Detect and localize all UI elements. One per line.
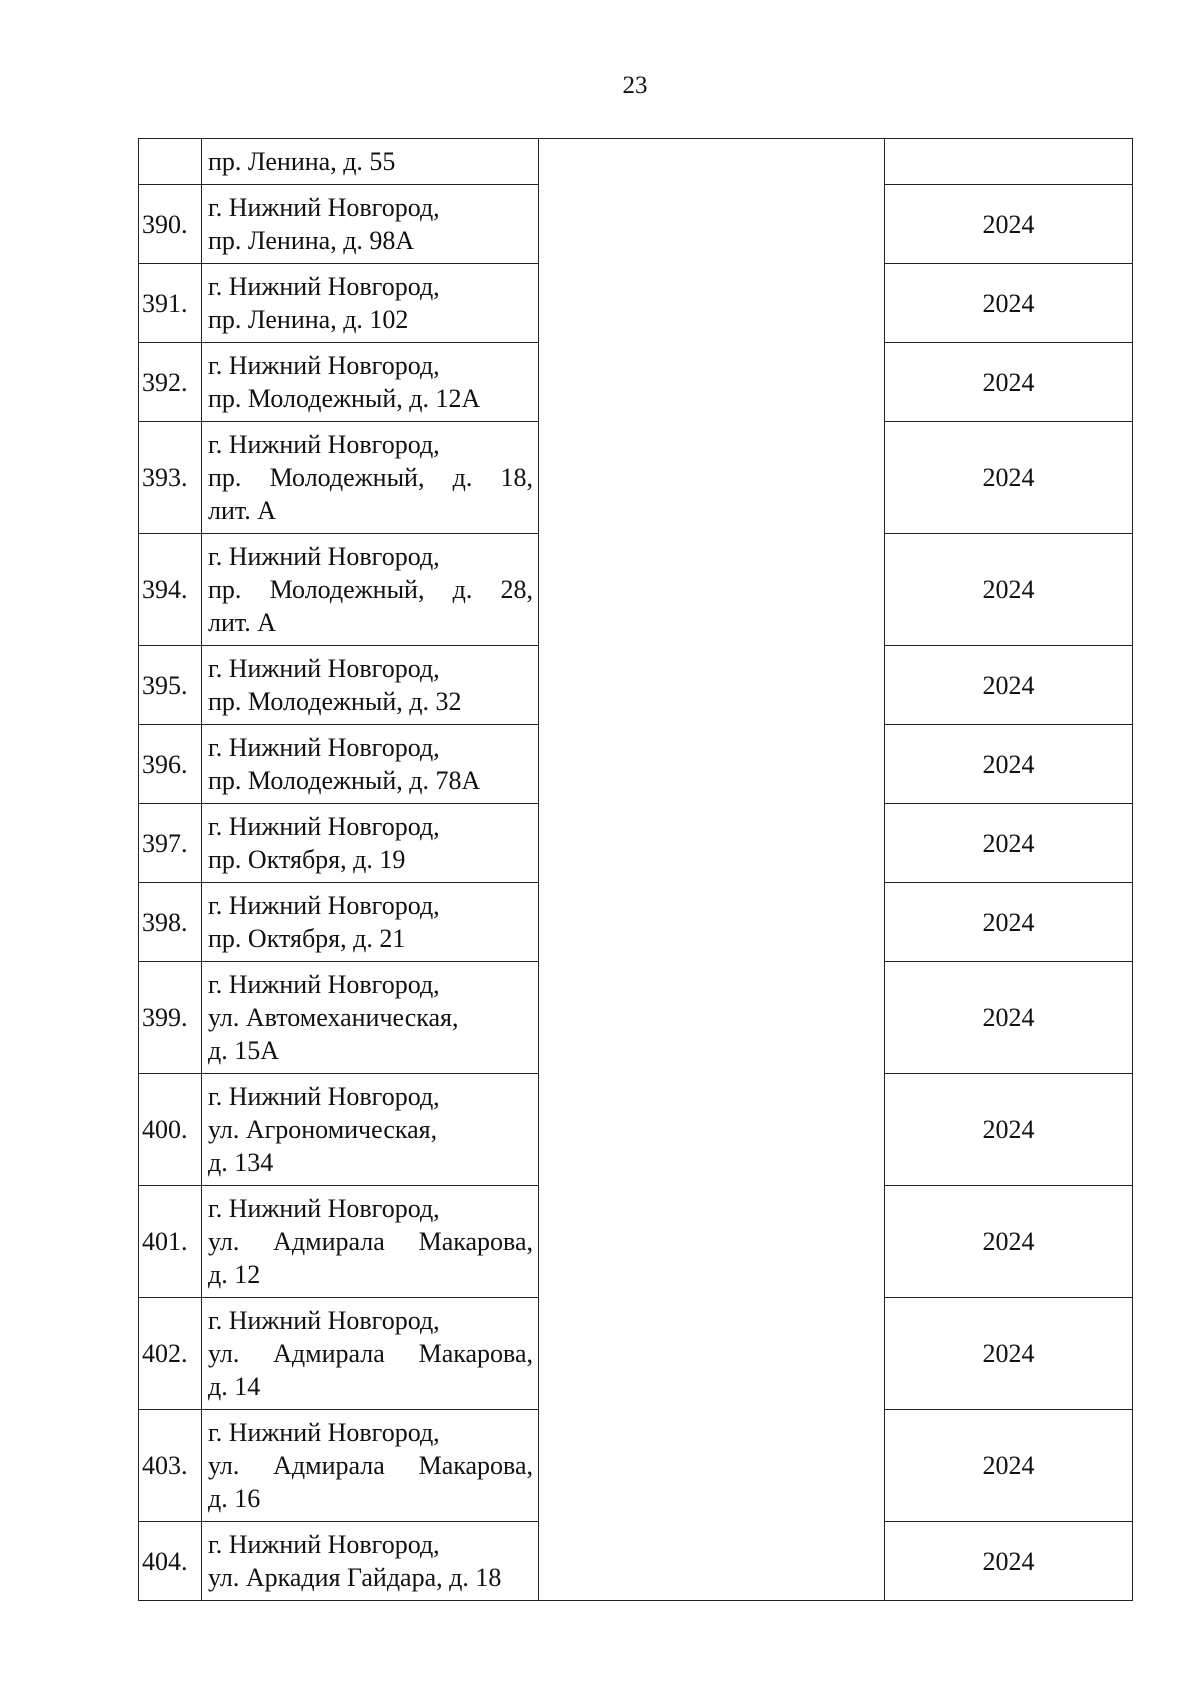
address-line: ул. Автомеханическая,	[208, 1003, 459, 1032]
address-line: ул. Аркадия Гайдара, д. 18	[208, 1563, 502, 1592]
address-line: лит. А	[208, 496, 277, 525]
year-cell: 2024	[885, 962, 1133, 1074]
row-number-cell: 398.	[139, 883, 202, 962]
address-line: д. 16	[208, 1484, 261, 1513]
address-table-body	[139, 139, 1133, 1601]
address-cell	[202, 422, 539, 534]
year-cell: 2024	[885, 422, 1133, 534]
row-number-cell: 397.	[139, 804, 202, 883]
year-cell: 2024	[885, 804, 1133, 883]
address-line: г. Нижний Новгород,	[208, 351, 440, 380]
row-number-cell: 396.	[139, 725, 202, 804]
year-cell: 2024	[885, 646, 1133, 725]
year-cell: 2024	[885, 1186, 1133, 1298]
address-line: пр. Молодежный, д. 12А	[208, 384, 481, 413]
year-cell: 2024	[885, 343, 1133, 422]
address-line: пр. Октября, д. 19	[208, 845, 406, 874]
address-line: г. Нижний Новгород,	[208, 1306, 440, 1335]
row-number-cell: 390.	[139, 185, 202, 264]
year-cell: 2024	[885, 1074, 1133, 1186]
row-number-cell: 400.	[139, 1074, 202, 1186]
address-cell	[202, 1410, 539, 1522]
address-cell	[202, 1298, 539, 1410]
address-cell	[202, 139, 539, 185]
address-table	[138, 138, 1133, 1601]
address-cell	[202, 1522, 539, 1601]
year-cell: 2024	[885, 185, 1133, 264]
address-cell	[202, 1186, 539, 1298]
row-number-cell: 394.	[139, 534, 202, 646]
row-number-cell: 403.	[139, 1410, 202, 1522]
address-line: г. Нижний Новгород,	[208, 891, 440, 920]
address-line: пр. Октября, д. 21	[208, 924, 406, 953]
address-line: пр. Молодежный, д. 78А	[208, 766, 481, 795]
address-cell	[202, 185, 539, 264]
address-line: г. Нижний Новгород,	[208, 1418, 440, 1447]
address-line: г. Нижний Новгород,	[208, 542, 440, 571]
address-line: д. 12	[208, 1260, 261, 1289]
year-cell: 2024	[885, 883, 1133, 962]
address-line: д. 14	[208, 1372, 261, 1401]
address-line: г. Нижний Новгород,	[208, 654, 440, 683]
year-cell: 2024	[885, 1410, 1133, 1522]
row-number-cell: 395.	[139, 646, 202, 725]
address-line: д. 15А	[208, 1036, 280, 1065]
address-cell	[202, 264, 539, 343]
address-line: г. Нижний Новгород,	[208, 272, 440, 301]
address-line: д. 134	[208, 1148, 274, 1177]
row-number-cell: 404.	[139, 1522, 202, 1601]
address-line: г. Нижний Новгород,	[208, 430, 440, 459]
address-line: г. Нижний Новгород,	[208, 733, 440, 762]
address-line: г. Нижний Новгород,	[208, 970, 440, 999]
row-number-cell: 393.	[139, 422, 202, 534]
row-number-cell: 402.	[139, 1298, 202, 1410]
address-cell	[202, 343, 539, 422]
empty-merged-cell	[539, 139, 885, 1601]
address-line: ул. Адмирала Макарова,	[208, 1451, 533, 1480]
address-line: пр. Молодежный, д. 28,	[208, 575, 533, 604]
address-line: пр. Ленина, д. 55	[208, 147, 396, 176]
address-line: г. Нижний Новгород,	[208, 1194, 440, 1223]
address-line: ул. Адмирала Макарова,	[208, 1227, 533, 1256]
row-number-cell: 392.	[139, 343, 202, 422]
year-cell: 2024	[885, 264, 1133, 343]
page-number: 23	[622, 72, 648, 99]
address-line: г. Нижний Новгород,	[208, 1530, 440, 1559]
address-line: пр. Молодежный, д. 32	[208, 687, 462, 716]
address-line: пр. Ленина, д. 102	[208, 305, 409, 334]
row-number-cell: 399.	[139, 962, 202, 1074]
year-cell	[885, 139, 1133, 185]
year-cell: 2024	[885, 534, 1133, 646]
address-line: г. Нижний Новгород,	[208, 193, 440, 222]
row-number-cell: 391.	[139, 264, 202, 343]
year-cell: 2024	[885, 1298, 1133, 1410]
address-cell	[202, 962, 539, 1074]
address-line: ул. Адмирала Макарова,	[208, 1339, 533, 1368]
address-cell	[202, 1074, 539, 1186]
year-cell: 2024	[885, 725, 1133, 804]
address-line: пр. Ленина, д. 98А	[208, 226, 415, 255]
address-line: ул. Агрономическая,	[208, 1115, 438, 1144]
address-cell	[202, 804, 539, 883]
row-number-cell: 401.	[139, 1186, 202, 1298]
address-cell	[202, 883, 539, 962]
table-row	[139, 139, 1133, 185]
address-cell	[202, 725, 539, 804]
address-line: лит. А	[208, 608, 277, 637]
address-line: г. Нижний Новгород,	[208, 812, 440, 841]
address-line: г. Нижний Новгород,	[208, 1082, 440, 1111]
address-cell	[202, 534, 539, 646]
address-cell	[202, 646, 539, 725]
year-cell: 2024	[885, 1522, 1133, 1601]
row-number-cell	[139, 139, 202, 185]
address-line: пр. Молодежный, д. 18,	[208, 463, 533, 492]
